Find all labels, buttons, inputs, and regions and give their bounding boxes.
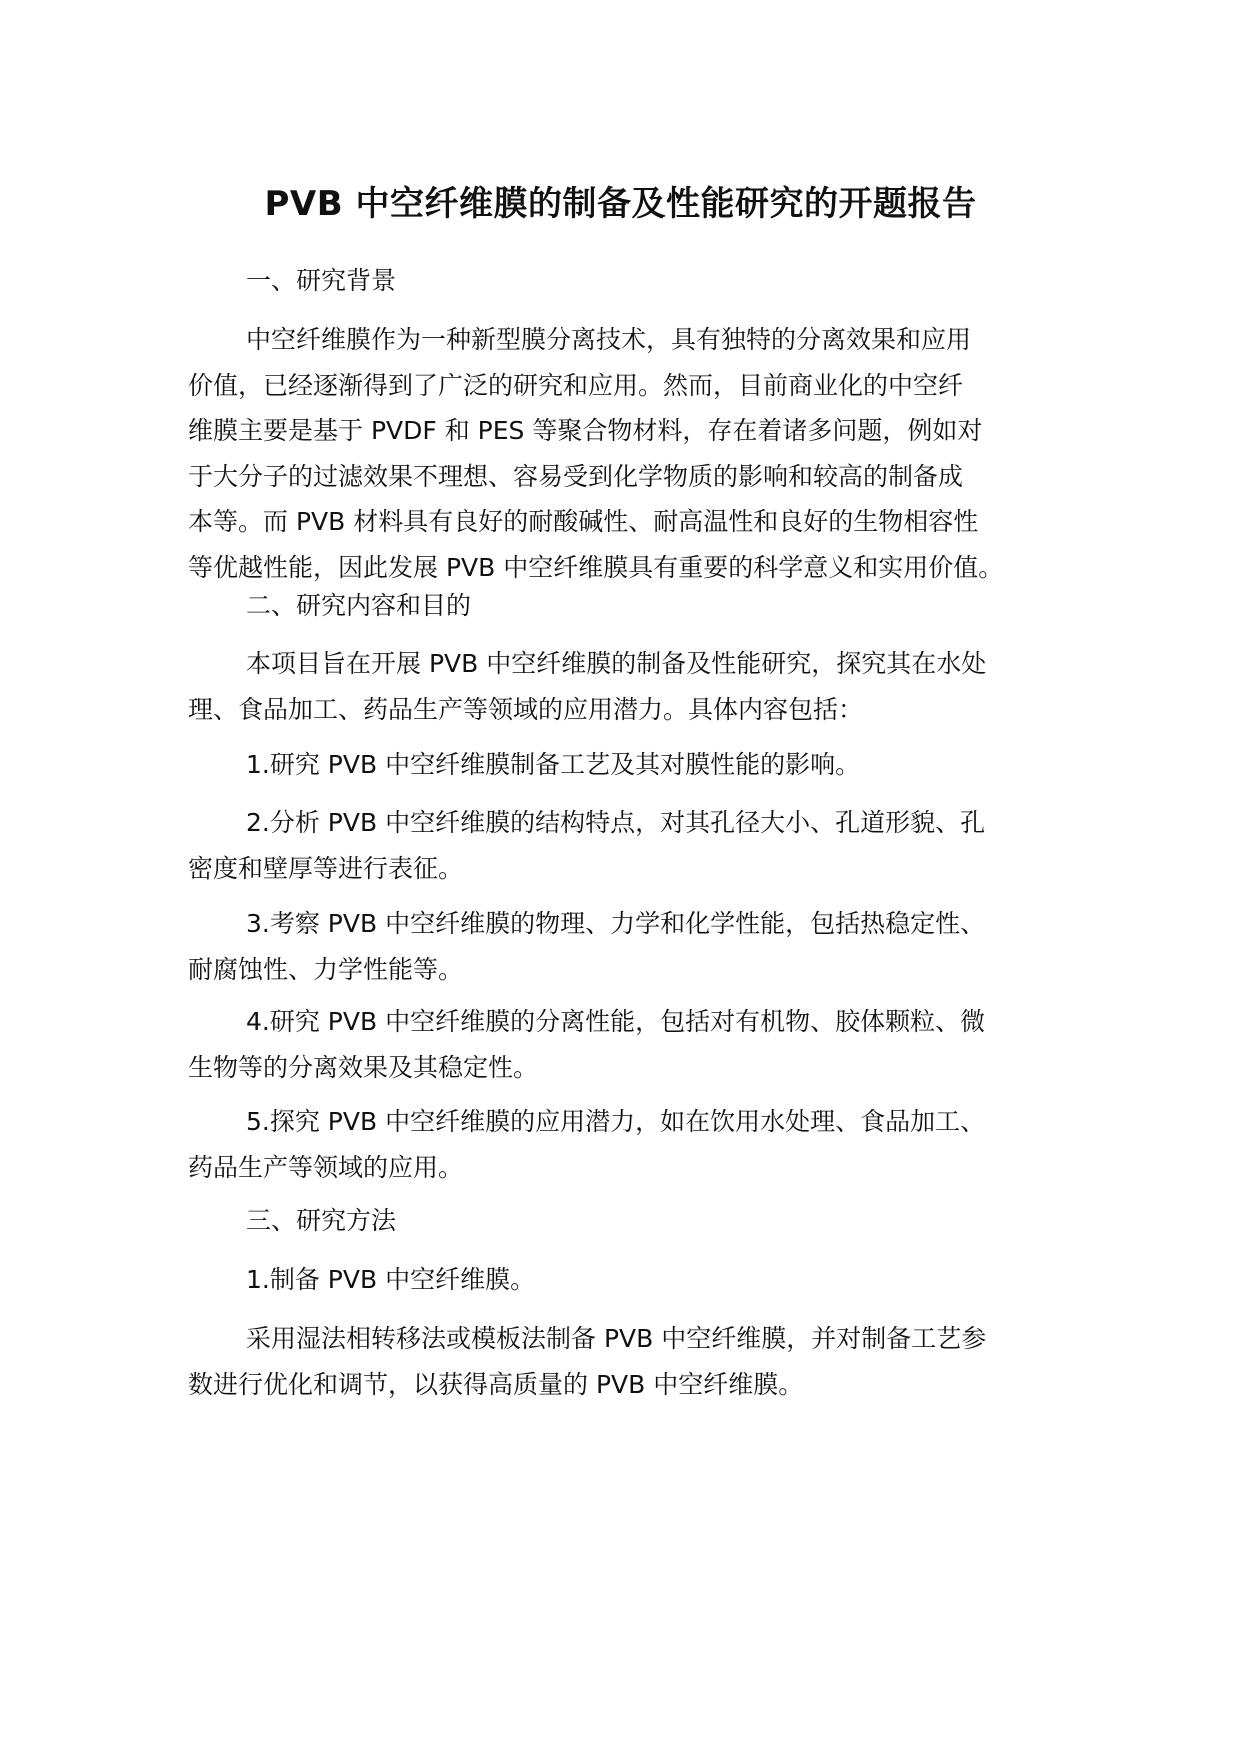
section-heading: 二、研究内容和目的 xyxy=(246,591,472,620)
list-item: 1.制备 PVB 中空纤维膜。 xyxy=(246,1265,536,1294)
list-item: 1.研究 PVB 中空纤维膜制备工艺及其对膜性能的影响。 xyxy=(246,750,861,779)
list-item: 2.分析 PVB 中空纤维膜的结构特点，对其孔径大小、孔道形貌、孔 密度和壁厚等进行表征。 xyxy=(188,808,986,883)
paragraph: 本项目旨在开展 PVB 中空纤维膜的制备及性能研究，探究其在水处 理、食品加工、药品生产等领域的应用潜力。具体内容包括： xyxy=(188,649,987,724)
list-item: 4.研究 PVB 中空纤维膜的分离性能，包括对有机物、胶体颗粒、微 生物等的分离效果及其稳定性。 xyxy=(188,1007,986,1082)
section-heading: 一、研究背景 xyxy=(246,266,397,295)
page-title: PVB 中空纤维膜的制备及性能研究的开题报告 xyxy=(264,184,977,224)
list-item: 5.探究 PVB 中空纤维膜的应用潜力，如在饮用水处理、食品加工、 药品生产等领域的应用。 xyxy=(188,1107,986,1182)
list-item: 3.考察 PVB 中空纤维膜的物理、力学和化学性能，包括热稳定性、 耐腐蚀性、力学性能等。 xyxy=(188,909,986,984)
section-heading: 三、研究方法 xyxy=(246,1206,397,1235)
paragraph: 采用湿法相转移法或模板法制备 PVB 中空纤维膜，并对制备工艺参 数进行优化和调节，以获得高质量的 PVB 中空纤维膜。 xyxy=(188,1324,987,1399)
paragraph: 中空纤维膜作为一种新型膜分离技术，具有独特的分离效果和应用 价值，已经逐渐得到了广泛的研究和应用。然而，目前商业化的中空纤 维膜主要是基于 PVDF 和 PES 等聚合物材料，存在着诸多问题，例如对 于大分子的过滤效果不理想、容易受到化学物质的影响和较高的制备成 本等。而 PVB 材料具有良好的耐酸碱性、耐高温性和良好的生物相容性 等优越性能，因此发展 PVB 中空纤维膜具有重要的科学意义和实用价值。 xyxy=(188,325,1004,582)
